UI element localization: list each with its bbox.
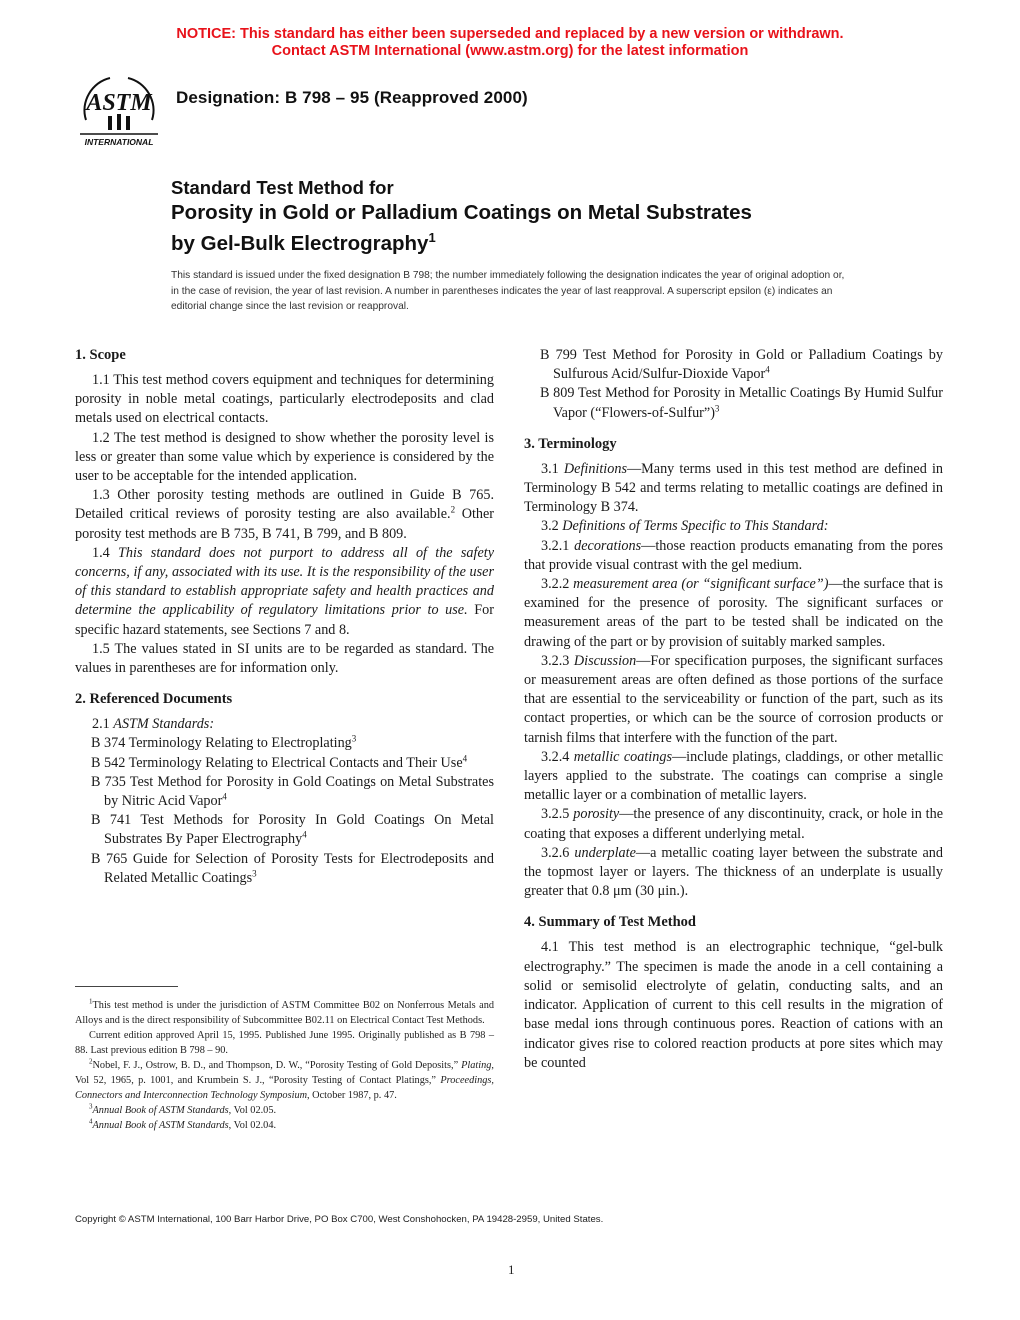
title-line-3: by Gel-Bulk Electrography$^1$ — [171, 230, 436, 255]
para-3-2-1: 3.2.1 decorations—those reaction products emanating from the pores that provide visual contrast with the gel medium. — [524, 537, 943, 573]
para-3-2-4: 3.2.4 metallic coatings—include platings, claddings, or other metallic layers applied to the substrate. The coatings can comprise a single metallic layer or a combination of metallic layers. — [524, 748, 943, 804]
para-1-3: 1.3 Other porosity testing methods are outlined in Guide B 765. Detailed critical reviews of porosity testing are also available.$^2$ Other porosity test methods are B 735, B 741, B 799, and B 809. — [75, 487, 494, 542]
right-column — [524, 346, 943, 1073]
reference-item: B 542 Terminology Relating to Electrical Contacts and Their Use$^4$ — [91, 752, 468, 771]
section-3-heading: 3. Terminology — [524, 435, 617, 452]
logo-text: INTERNATIONAL — [84, 137, 154, 147]
para-1-4: 1.4 This standard does not purport to address all of the safety concerns, if any, associated with its use. It is the responsibility of the user of this standard to establish appropriate safety and health practices and determine the applicability of regulatory limitations prior to use. For specific hazard statements, see Sections 7 and 8. — [75, 544, 495, 638]
astm-logo — [76, 72, 162, 152]
reference-item: B 799 Test Method for Porosity in Gold or Palladium Coatings by Sulfurous Acid/Sulfur-Dioxide Vapor$^4$ — [540, 347, 943, 383]
para-3-2-5: 3.2.5 porosity—the presence of any discontinuity, crack, or hole in the coating that exposes a different underlying metal. — [524, 806, 944, 842]
para-3-2-6: 3.2.6 underplate—a metallic coating layer between the substrate and the topmost layer or layers. The thickness of an underplate is usually greater that 0.8 μm (30 μin.). — [524, 844, 943, 900]
section-4-heading: 4. Summary of Test Method — [524, 914, 696, 931]
para-1-1: 1.1 This test method covers equipment and techniques for determining porosity in noble metal coatings, particularly electrodeposits and clad metals used on electrical contacts. — [75, 372, 494, 427]
para-2-1: 2.1 ASTM Standards: — [92, 716, 215, 733]
reference-item: B 735 Test Method for Porosity in Gold Coatings on Metal Substrates by Nitric Acid Vapor$^4$ — [91, 773, 494, 810]
reference-item: B 374 Terminology Relating to Electroplating$^3$ — [91, 733, 357, 752]
left-column — [75, 346, 494, 888]
section-1-heading: 1. Scope — [75, 347, 126, 363]
reference-item: B 741 Test Methods for Porosity In Gold Coatings On Metal Substrates By Paper Electrography$^4$ — [91, 812, 494, 848]
title-line-2: Porosity in Gold or Palladium Coatings on Metal Substrates — [171, 201, 752, 224]
footnote-rule — [75, 986, 178, 987]
footnote-1: $^1$This test method is under the jurisdiction of ASTM Committee B02 on Nonferrous Metals and Alloys and is the direct responsibility of Subcommittee B02.11 on Electrical Contact Test Methods. — [75, 997, 494, 1026]
notice-line-2: Contact ASTM International (www.astm.org) for the latest information — [271, 43, 749, 59]
footnote-1b: Current edition approved April 15, 1995. Published June 1995. Originally published as B 798 – 88. Last previous edition B 798 – 90. — [75, 1030, 494, 1056]
para-1-5: 1.5 The values stated in SI units are to be regarded as standard. The values in parentheses are for information only. — [75, 640, 494, 677]
reference-item: B 809 Test Method for Porosity in Metallic Coatings By Humid Sulfur Vapor (“Flowers-of-Sulfur”)$^3$ — [540, 385, 943, 421]
footnote-3: $^3$Annual Book of ASTM Standards, Vol 02.05. — [89, 1102, 277, 1116]
designation: Designation: B 798 – 95 (Reapproved 2000) — [176, 88, 528, 107]
footnote-2: $^2$Nobel, F. J., Ostrow, B. D., and Thompson, D. W., “Porosity Testing of Gold Deposits,” Plating, Vol 52, 1965, p. 1001, and Krumbein S. J., “Porosity Testing of Contact Platings,” Proceedings, Connectors and Interconnection Technology Symposium, October 1987, p. 47. — [75, 1057, 494, 1101]
issued-note: This standard is issued under the fixed designation B 798; the number immediately following the designation indicates the year of original adoption or, in the case of revision, the year of last revision. A number in parentheses indicates the year of last reapproval. A superscript epsilon (ε) indicates an editorial change since the last revision or reapproval. — [171, 270, 845, 312]
reference-item: B 765 Guide for Selection of Porosity Tests for Electrodeposits and Related Metallic Coatings$^3$ — [91, 850, 494, 886]
svg-text:ASTM: ASTM — [86, 90, 152, 116]
copyright: Copyright © ASTM International, 100 Barr Harbor Drive, PO Box C700, West Conshohocken, PA 19428-2959, United States. — [75, 1214, 604, 1225]
document-title — [171, 176, 752, 256]
footnote-4: $^4$Annual Book of ASTM Standards, Vol 02.04. — [89, 1117, 277, 1131]
para-1-2: 1.2 The test method is designed to show whether the porosity level is less or greater than some value which by experience is considered by the user to be acceptable for the intended application. — [75, 429, 494, 485]
para-3-2-2: 3.2.2 measurement area (or “significant surface”)—the surface that is examined for the presence of porosity. The significant surfaces or measurement areas of the part to be tested shall be indicated on the drawing of the part or by provision of suitably marked samples. — [524, 576, 944, 650]
section-2-heading: 2. Referenced Documents — [75, 691, 233, 708]
para-3-1: 3.1 Definitions—Many terms used in this test method are defined in Terminology B 542 and terms relating to metallic coatings are defined in Terminology B 374. — [524, 460, 943, 516]
para-3-2-3: 3.2.3 Discussion—For specification purposes, the significant surfaces or measurement areas are often defined as those portions of the surface that are essential to the serviceability or function of the part, such as its contact properties, or which can be the source of corrosion products or tarnish films that interfere with the function of the part. — [524, 652, 943, 746]
page-number: 1 — [508, 1262, 515, 1277]
title-line-1: Standard Test Method for — [171, 177, 394, 198]
notice-line-1: NOTICE: This standard has either been superseded and replaced by a new version or withdrawn. — [176, 26, 844, 42]
para-3-2: 3.2 Definitions of Terms Specific to This Standard: — [541, 518, 829, 535]
para-4-1: 4.1 This test method is an electrographic technique, “gel-bulk electrography.” The specimen is made the anode in a cell containing a solid or semisolid electrolyte of gelatin, conducting salts, and an indicator. Application of current to this cell results in the migration of base medal ions through continuous pores. Reaction of cations with an indicator gives rise to colored reaction products at pore sites which may be counted — [524, 939, 943, 1071]
footnotes — [75, 998, 494, 1133]
